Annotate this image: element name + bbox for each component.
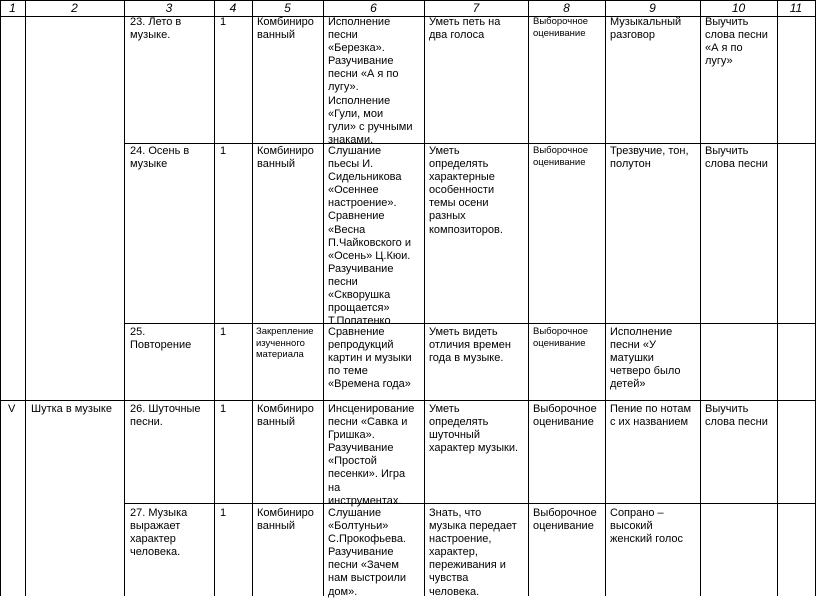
section-title: Шутка в музыке [31, 403, 112, 415]
lesson-skills: Знать, что музыка передает настроение, характер, переживания и чувства человека. [429, 507, 517, 598]
header-col-8: 8 [563, 1, 570, 15]
lesson-hours: 1 [220, 403, 227, 415]
header-col-2: 2 [71, 1, 78, 15]
lesson-type: Комбиниро ванный [257, 507, 314, 533]
header-col-5: 5 [284, 1, 291, 15]
lesson-topic: 23. Лето в музыке. [130, 16, 182, 42]
lesson-homework: Выучить слова песни «А я по лугу» [705, 16, 768, 68]
header-col-6: 6 [370, 1, 377, 15]
column-divider [528, 0, 529, 596]
lesson-hours: 1 [220, 16, 227, 28]
header-col-1: 1 [9, 1, 16, 15]
lesson-control: Выборочное оценивание [533, 403, 597, 429]
lesson-content: Инсценирование песни «Савка и Гришка». Разучивание «Простой песенки». Игра на инструментах. [328, 403, 415, 507]
column-divider [605, 0, 606, 596]
column-divider [0, 0, 1, 596]
lesson-hours: 1 [220, 507, 227, 519]
lesson-content: Сравнение репродукций картин и музыки по теме «Времена года» [328, 326, 412, 391]
header-col-4: 4 [229, 1, 237, 15]
lesson-skills: Уметь определять шуточный характер музыки. [429, 403, 519, 455]
lesson-type: Комбиниро ванный [257, 403, 314, 429]
column-divider [424, 0, 425, 596]
lesson-topic: 27. Музыка выражает характер человека. [130, 507, 188, 559]
column-divider [214, 0, 215, 596]
column-divider [323, 0, 324, 596]
lesson-terms: Музыкальный разговор [610, 16, 682, 42]
header-col-10: 10 [731, 1, 746, 15]
lesson-terms: Трезвучие, тон, полутон [610, 145, 689, 171]
lesson-skills: Уметь петь на два голоса [429, 16, 501, 42]
lesson-hours: 1 [220, 326, 227, 338]
lesson-terms: Сопрано – высокий женский голос [610, 507, 684, 546]
row-divider [124, 503, 816, 504]
header-col-3: 3 [165, 1, 173, 15]
row-divider [0, 400, 816, 401]
lesson-terms: Исполнение песни «У матушки четверо было детей» [610, 326, 681, 391]
lesson-hours: 1 [220, 145, 227, 157]
lesson-content: Слушание «Болтуньи» С.Прокофьева. Разучивание песни «Зачем нам выстроили дом». [328, 507, 407, 598]
lesson-skills: Уметь видеть отличия времен года в музыке. [429, 326, 511, 365]
section-number: V [8, 403, 16, 415]
column-divider [25, 0, 26, 596]
lesson-control: Выборочное оценивание [533, 16, 589, 39]
row-divider [124, 323, 816, 324]
header-col-11: 11 [789, 1, 803, 15]
column-divider [124, 0, 125, 596]
lesson-type: Закрепление изученного материала [256, 326, 314, 361]
lesson-content: Слушание пьесы И. Сидельникова «Осеннее настроение». Сравнение «Весна П.Чайковского и «Осень» Ц.Кюи. Разучивание песни «Скворушка прощается» Т.Попатенко [328, 145, 411, 328]
lesson-content: Исполнение песни «Березка». Разучивание песни «А я по лугу». Исполнение «Гули, мои гули» с ручными знаками. [328, 16, 413, 146]
lesson-type: Комбиниро ванный [257, 145, 314, 171]
lesson-skills: Уметь определять характерные особенности темы осени разных композиторов. [429, 145, 503, 236]
lesson-control: Выборочное оценивание [533, 507, 597, 533]
lesson-homework: Выучить слова песни [705, 403, 768, 429]
lesson-homework: Выучить слова песни [705, 145, 768, 171]
lesson-control: Выборочное оценивание [533, 326, 589, 349]
column-divider [777, 0, 778, 596]
column-divider [700, 0, 701, 596]
lesson-type: Комбиниро ванный [257, 16, 314, 42]
lesson-topic: 25. Повторение [130, 326, 192, 352]
lesson-topic: 26. Шуточные песни. [130, 403, 201, 429]
lesson-control: Выборочное оценивание [533, 145, 589, 168]
lesson-topic: 24. Осень в музыке [130, 145, 190, 171]
header-col-9: 9 [649, 1, 656, 15]
lesson-terms: Пение по нотам с их названием [610, 403, 692, 429]
row-divider [124, 143, 816, 144]
column-divider [252, 0, 253, 596]
header-col-7: 7 [472, 1, 480, 15]
